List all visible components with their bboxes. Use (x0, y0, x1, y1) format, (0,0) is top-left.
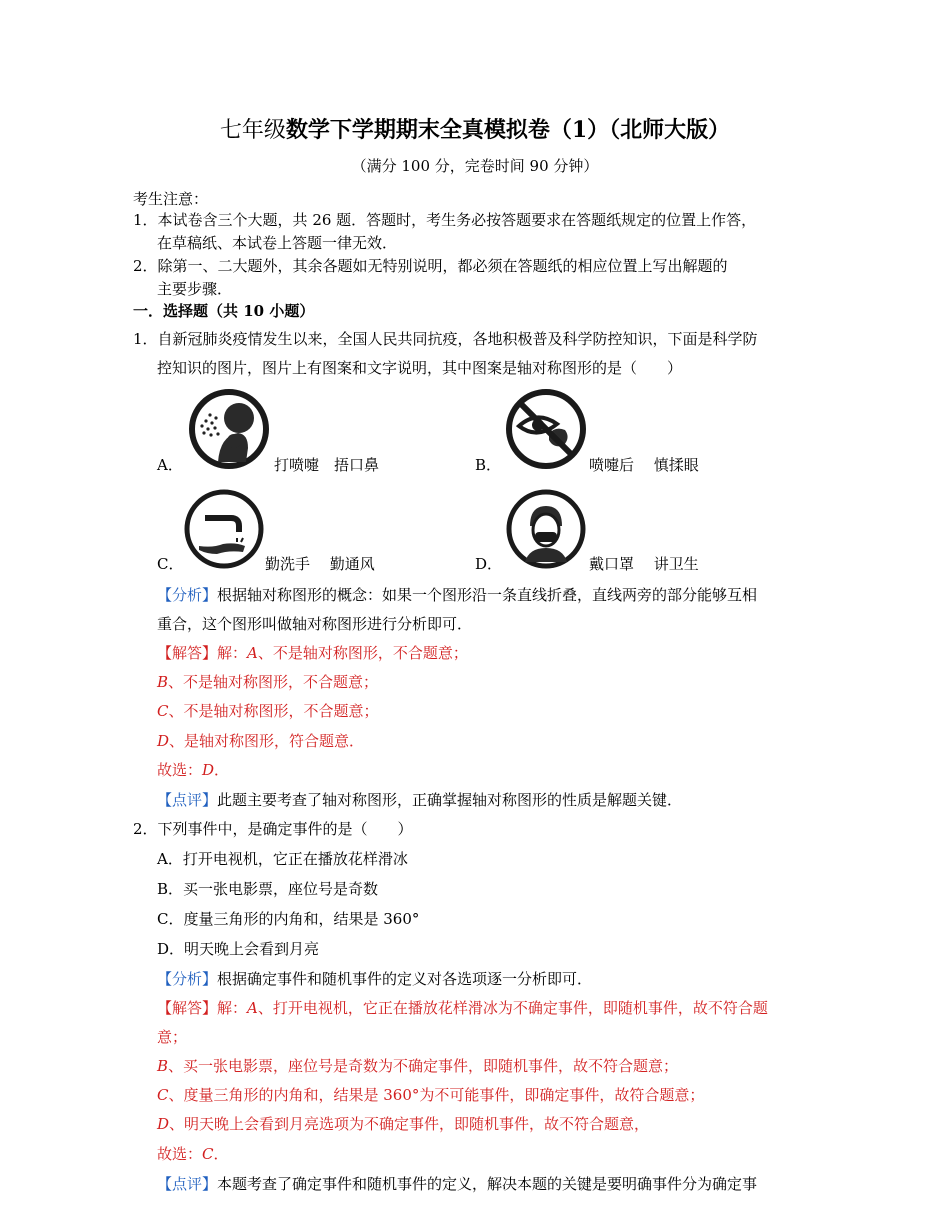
notice-item-1-cont: 在草稿纸、本试卷上答题一律无效． (157, 234, 398, 252)
q2-comment: 【点评】本题考查了确定事件和随机事件的定义，解决本题的关键是要明确事件分为确定事 (157, 1175, 758, 1193)
q1-analysis: 【分析】根据轴对称图形的概念：如果一个图形沿一条直线折叠，直线两旁的部分能够互相 (157, 586, 758, 604)
q2-option-a: A．打开电视机，它正在播放花样滑冰 (157, 850, 408, 868)
q1-option-a-letter: A． (157, 456, 183, 474)
q1-option-c-caption: 勤洗手 勤通风 (265, 555, 375, 573)
section-heading: 一．选择题（共 10 小题） (133, 302, 315, 320)
q1-option-a-caption: 打喷嚏 捂口鼻 (274, 456, 380, 474)
wash-hands-icon (183, 488, 265, 570)
q2-stem: 2．下列事件中，是确定事件的是（ ） (133, 820, 413, 838)
q1-choice: 故选：D． (157, 761, 230, 779)
page-subtitle: （满分 100 分，完卷时间 90 分钟） (351, 157, 599, 175)
q1-option-c-letter: C． (157, 555, 184, 573)
q1-analysis-cont: 重合，这个图形叫做轴对称图形进行分析即可． (157, 615, 473, 633)
notice-heading: 考生注意： (133, 190, 209, 208)
q1-option-d-letter: D． (475, 555, 503, 573)
q1-option-b-caption: 喷嚏后 慎揉眼 (589, 456, 699, 474)
q1-answer-d: D、是轴对称图形，符合题意． (157, 732, 365, 750)
q1-stem: 1．自新冠肺炎疫情发生以来，全国人民共同抗疫，各地积极普及科学防控知识，下面是科学防 (133, 330, 758, 348)
q1-answer-c: C、不是轴对称图形，不合题意； (157, 702, 379, 720)
notice-item-2-cont: 主要步骤． (157, 280, 233, 298)
q2-option-c: C．度量三角形的内角和，结果是 360° (157, 910, 420, 928)
no-rubbing-eyes-icon (505, 388, 587, 470)
page-title: 七年级数学下学期期末全真模拟卷（1）（北师大版） (219, 117, 731, 143)
q1-answer-a: 【解答】解：A、不是轴对称图形，不合题意； (157, 644, 468, 662)
q2-answer-a: 【解答】解：A、打开电视机，它正在播放花样滑冰为不确定事件，即随机事件，故不符合题 (157, 999, 768, 1017)
answer-tag: 【解答】 (157, 644, 218, 662)
analysis-tag: 【分析】 (157, 970, 218, 988)
q2-choice: 故选：C． (157, 1145, 229, 1163)
q2-analysis: 【分析】根据确定事件和随机事件的定义对各选项逐一分析即可． (157, 970, 593, 988)
q1-answer-b: B、不是轴对称图形，不合题意； (157, 673, 379, 691)
q1-comment: 【点评】此题主要考查了轴对称图形，正确掌握轴对称图形的性质是解题关键． (157, 791, 683, 809)
q2-option-d: D．明天晚上会看到月亮 (157, 940, 320, 958)
q2-option-b: B．买一张电影票，座位号是奇数 (157, 880, 379, 898)
notice-item-1: 1．本试卷含三个大题，共 26 题．答题时，考生务必按答题要求在答题纸规定的位置上作答， (133, 211, 757, 229)
analysis-tag: 【分析】 (157, 586, 218, 604)
comment-tag: 【点评】 (157, 791, 218, 809)
q1-option-d-caption: 戴口罩 讲卫生 (589, 555, 699, 573)
wear-mask-icon (505, 488, 587, 570)
q2-answer-b: B、买一张电影票，座位号是奇数为不确定事件，即随机事件，故不符合题意； (157, 1057, 679, 1075)
q1-stem-cont: 控知识的图片，图片上有图案和文字说明，其中图案是轴对称图形的是（ ） (157, 359, 683, 377)
notice-item-2: 2．除第一、二大题外，其余各题如无特别说明，都必须在答题纸的相应位置上写出解题的 (133, 257, 728, 275)
comment-tag: 【点评】 (157, 1175, 218, 1193)
sneeze-cover-nose-icon (188, 388, 270, 470)
q2-answer-c: C、度量三角形的内角和，结果是 360°为不可能事件，即确定事件，故符合题意； (157, 1086, 705, 1104)
q1-option-b-letter: B． (475, 456, 502, 474)
answer-tag: 【解答】 (157, 999, 218, 1017)
q2-answer-d: D、明天晚上会看到月亮选项为不确定事件，即随机事件，故不符合题意， (157, 1115, 650, 1133)
q2-answer-a-cont: 意； (157, 1028, 188, 1046)
